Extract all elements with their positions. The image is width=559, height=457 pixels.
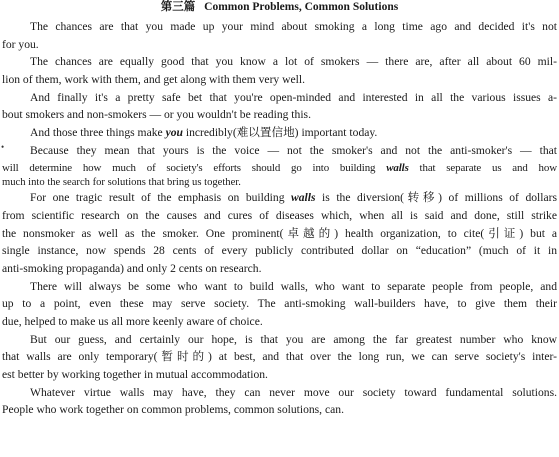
text-line: the nonsmoker as well as the smoker. One prominent(卓越的) health organization, to cite(引证) but a	[2, 226, 557, 240]
text-run: And those three things make	[30, 126, 166, 140]
text-line: People who work together on common problems, common solutions, can.	[2, 403, 344, 417]
article-body	[2, 18, 557, 419]
text-run: that separate us and how	[408, 161, 557, 174]
chapter-label: 第三篇	[160, 1, 196, 13]
page-heading	[2, 0, 557, 14]
text-line	[2, 189, 557, 207]
text-line: The chances are that you made up your mind about smoking a long time ago and decided it's not	[30, 20, 557, 33]
article-title: Common Problems, Common Solutions	[204, 1, 399, 13]
emphasis-walls: walls	[291, 191, 316, 205]
text-line: est better by working together in mutual accommodation.	[2, 368, 268, 382]
text-run: For one tragic result of the emphasis on building	[30, 191, 292, 205]
emphasis-walls: walls	[386, 161, 409, 174]
text-run: incredibly(难以置信地) important today.	[182, 126, 378, 140]
text-line: The chances are equally good that you know a lot of smokers — there are, after all about 60 mil-	[30, 55, 557, 69]
emphasis-you: you	[165, 126, 183, 140]
text-line: for you.	[2, 37, 39, 51]
text-line: But our guess, and certainly our hope, is that you are among the far greatest number who know	[30, 332, 557, 346]
text-line	[2, 124, 557, 142]
text-line: much into the search for solutions that bring us together.	[2, 177, 241, 189]
text-line: up to a point, even these may serve society. The anti-smoking wall-builders have, to give them their	[2, 297, 557, 311]
text-run: will determine how much of society's efforts should go into building	[2, 161, 387, 174]
text-line	[2, 160, 557, 178]
text-line: due, helped to make us all more keenly aware of choice.	[2, 315, 263, 328]
text-line: from scientific research on the causes and cures of diseases which, when all is said and done, still strike	[2, 208, 557, 222]
margin-mark: •	[1, 142, 5, 152]
text-line: And finally it's a pretty safe bet that you're open-minded and interested in all the various issues a-	[30, 90, 557, 104]
text-line: bout smokers and non-smokers — or you wouldn't be reading this.	[2, 108, 311, 122]
text-run: is the diversion(转移) of millions of dollars	[315, 191, 557, 205]
text-line: There will always be some who want to build walls, who want to separate people from people, and	[30, 279, 557, 293]
text-line: Because they mean that yours is the voice — not the smoker's and not the anti-smoker's — that	[30, 143, 557, 157]
text-line: Whatever virtue walls may have, they can never move our society toward fundamental solutions.	[30, 385, 557, 399]
text-line: single instance, now spends 28 cents of every publicly contributed dollar on “education” (much of it in	[2, 244, 557, 258]
text-line: that walls are only temporary(暂时的) at best, and that over the long run, we can serve society's inter-	[2, 350, 557, 364]
text-line: lion of them, work with them, and get along with them very well.	[2, 73, 305, 87]
text-line: anti-smoking propaganda) and only 2 cents on research.	[2, 261, 262, 275]
